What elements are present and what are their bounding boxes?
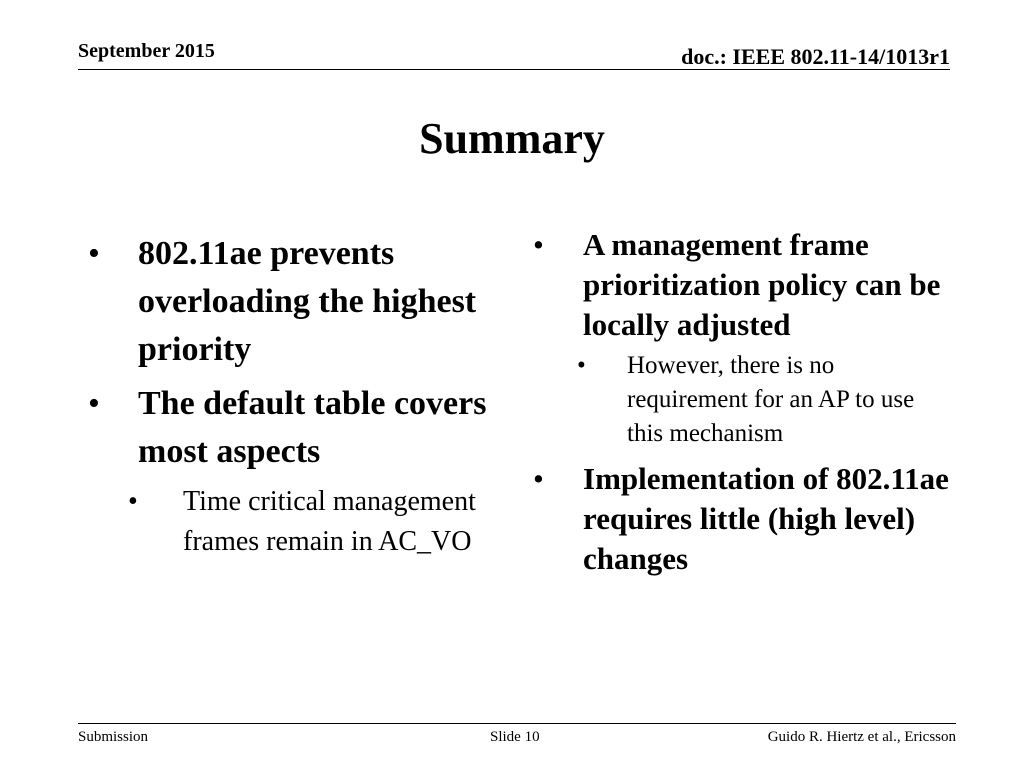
header-doc-id: doc.: IEEE 802.11-14/1013r1 (681, 44, 950, 69)
bullet-icon: • (577, 352, 586, 379)
footer-submission: Submission (78, 729, 149, 745)
left-bullet-2 (88, 380, 488, 476)
left-bullet-1-text: 802.11ae prevents overloading the highest priority (138, 235, 477, 368)
right-sub-bullet-1 (533, 349, 953, 451)
bullet-icon: • (533, 461, 544, 496)
bullet-icon: • (88, 235, 100, 272)
bullet-icon: • (88, 385, 100, 422)
right-bullet-2-text: Implementation of 802.11ae requires little (high level) changes (583, 461, 949, 576)
slide-title: Summary (419, 114, 605, 163)
header-divider (78, 69, 950, 70)
footer-slide-number: Slide 10 (490, 729, 540, 745)
right-bullet-1-text: A management frame prioritization policy can be locally adjusted (583, 227, 941, 342)
bullet-icon: • (533, 227, 544, 262)
left-bullet-2-text: The default table covers most aspects (138, 385, 487, 470)
left-bullet-1 (88, 230, 488, 374)
footer-divider (78, 723, 956, 724)
bullet-icon: • (128, 486, 138, 517)
left-sub-bullet-1 (88, 482, 488, 562)
footer-author: Guido R. Hiertz et al., Ericsson (767, 729, 956, 745)
right-bullet-1 (533, 225, 953, 345)
header-date: September 2015 (78, 40, 215, 62)
right-sub-bullet-1-text: However, there is no requirement for an AP to use this mechanism (627, 352, 915, 447)
right-column (533, 225, 953, 583)
left-sub-bullet-1-text: Time critical management frames remain in AC_VO (183, 486, 476, 557)
left-column (88, 230, 488, 570)
right-bullet-2 (533, 459, 953, 579)
